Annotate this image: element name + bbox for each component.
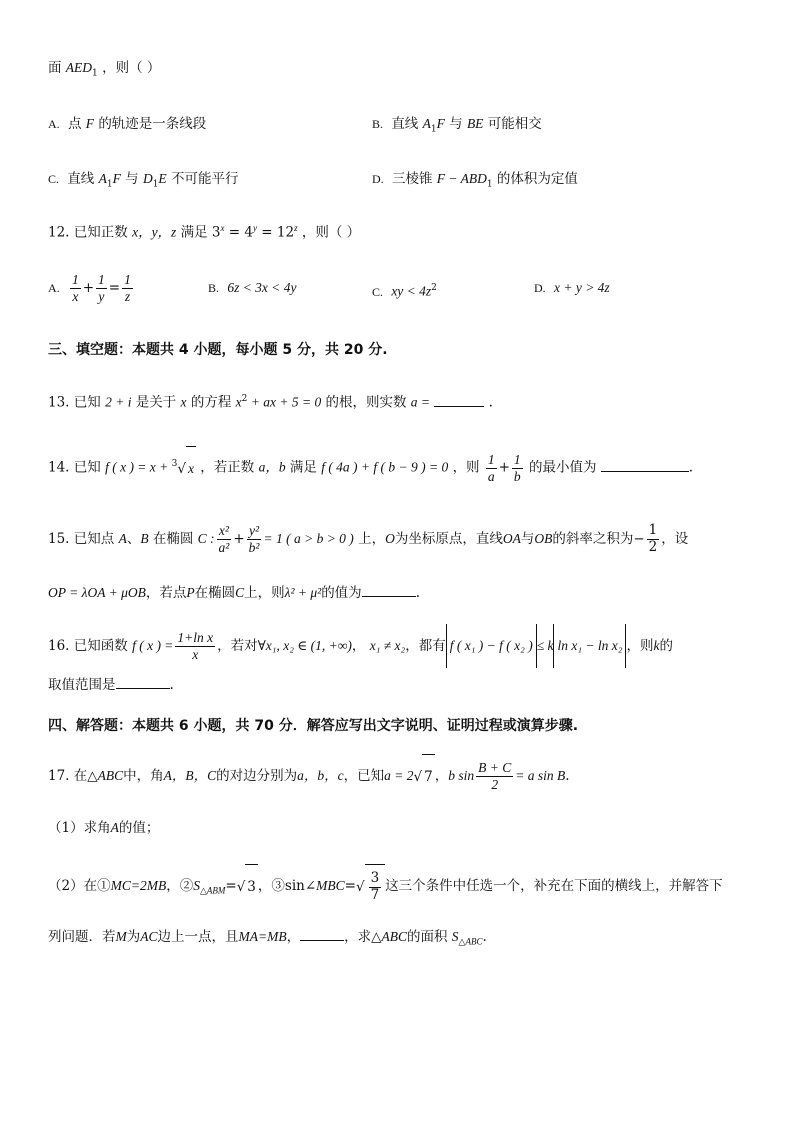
question-text: ，	[434, 768, 449, 784]
question-text: 在椭圆	[152, 531, 194, 547]
question-math: O	[385, 531, 395, 546]
option-math: A	[98, 171, 107, 186]
question-math: +	[498, 459, 510, 476]
question-math-sup: 2	[241, 394, 248, 404]
option-text: 与	[125, 171, 139, 187]
question-math: f ( 4a ) + f ( b − 9 ) = 0	[321, 459, 449, 475]
option-letter: A.	[48, 117, 60, 131]
question-text: （2）在①	[48, 878, 111, 894]
option-letter: D.	[372, 172, 384, 186]
question-text: .	[169, 677, 174, 693]
question-text: ，若点	[145, 585, 187, 601]
option-letter: B.	[372, 117, 384, 131]
fraction-den: a	[487, 468, 495, 484]
question-text: 为坐标原点，直线	[394, 531, 503, 547]
fraction-den: 7	[370, 887, 380, 903]
option-math: A	[422, 116, 431, 131]
question-text: 这三个条件中任选一个，补充在下面的横线上，并解答下	[385, 878, 723, 894]
section-heading-solutions: 四、解答题：本题共 6 小题，共 70 分．解答应写出文字说明、证明过程或演算步骤.	[48, 718, 579, 734]
question-math: S	[193, 878, 200, 893]
question-math: f ( x ) = x +	[105, 459, 172, 475]
fraction-den: b²	[248, 540, 260, 555]
q11-plane-sub: 1	[92, 68, 98, 79]
question-math: λ² + μ²	[284, 585, 322, 600]
fraction-num: B + C	[478, 760, 512, 776]
fraction-den: y	[98, 289, 105, 304]
q12-option-b	[208, 278, 297, 298]
question-math: OP = λOA + μOB	[48, 585, 146, 600]
option-math: 6z < 3x < 4y	[227, 280, 297, 295]
question-text: ，若对	[217, 638, 258, 654]
q12-option-a	[48, 266, 135, 312]
fraction	[247, 523, 262, 555]
question-text: （1）求角	[48, 820, 111, 836]
option-text: 可能相交	[487, 116, 542, 132]
question-text: 满足	[289, 459, 317, 476]
fraction	[217, 523, 232, 555]
question-math: 2 + i	[105, 394, 132, 410]
question-text: 的面积	[407, 929, 448, 945]
question-math: +	[233, 531, 245, 547]
fraction-num: 1	[124, 272, 131, 288]
question-number: 16.	[48, 638, 70, 654]
question-math: M	[115, 929, 127, 944]
question-text: 上，则	[244, 585, 285, 601]
question-text: 的斜率之积为	[552, 531, 634, 547]
q17-stem	[48, 754, 570, 800]
fraction	[175, 630, 215, 662]
question-text: ，	[351, 638, 366, 654]
question-math: ABC	[97, 768, 124, 783]
option-math: xy < 4z	[391, 283, 432, 299]
option-text: 的体积为定值	[496, 171, 578, 187]
option-text: 的轨迹是一条线段	[98, 116, 207, 132]
fraction-num: 1	[648, 522, 658, 539]
question-text: ，则	[626, 638, 654, 654]
absolute-value: ln x₁ − ln x₂	[553, 624, 626, 668]
radicand: 3	[245, 864, 258, 909]
question-math: a = 2	[384, 768, 414, 783]
option-math-sub: 1	[106, 179, 113, 190]
question-text: ，	[286, 929, 301, 945]
question-math: a =	[410, 394, 431, 410]
question-text: 满足	[180, 224, 208, 241]
question-text: 边上一点，且	[157, 929, 239, 945]
question-math: C :	[197, 531, 215, 546]
question-text: 中，角	[123, 768, 164, 784]
question-text: 列问题．若	[48, 929, 116, 945]
option-text: 直线	[391, 116, 419, 132]
q17-part2-line1	[48, 864, 723, 910]
q12-option-d	[534, 278, 610, 298]
radicand: x	[186, 446, 196, 491]
option-letter: D.	[534, 281, 546, 295]
question-number: 14.	[48, 459, 70, 476]
question-text: ，求△	[344, 929, 382, 945]
option-math-sub: 1	[486, 179, 493, 190]
q11-option-a	[48, 114, 206, 134]
answer-blank[interactable]	[300, 926, 344, 941]
fraction-num: 1	[71, 272, 79, 288]
question-text: .	[482, 929, 487, 945]
option-letter: A.	[48, 281, 60, 295]
option-math: F	[112, 171, 121, 186]
question-math: x₁ ≠ x₂	[369, 638, 406, 653]
question-text: 的值；	[118, 820, 160, 836]
q16-stem-line1	[48, 624, 673, 670]
question-text: 取值范围是	[48, 677, 116, 693]
q12-stem	[48, 218, 360, 243]
question-number: 17.	[48, 768, 70, 784]
question-math: 3	[211, 224, 221, 241]
fraction-den: z	[124, 289, 131, 304]
question-math: A	[110, 820, 119, 835]
question-number: 12.	[48, 224, 70, 241]
question-text: 、	[126, 531, 141, 547]
fraction-num: 1+ln x	[177, 630, 214, 646]
option-letter: C.	[48, 172, 60, 186]
question-number: 13.	[48, 394, 70, 411]
question-math: OA	[502, 531, 521, 546]
q11-then: ，则（ ）	[102, 60, 161, 76]
q11-option-c	[48, 169, 238, 195]
option-letter: C.	[372, 284, 384, 299]
option-text: 点	[67, 116, 82, 132]
question-text: 在椭圆	[194, 585, 236, 601]
section-heading-fill-in: 三、填空题：本题共 4 小题，每小题 5 分，共 20 分.	[48, 342, 388, 358]
question-math: = 4	[224, 224, 253, 241]
question-text: 与	[520, 531, 535, 547]
question-math: ABC	[381, 929, 407, 944]
question-text: 为	[126, 929, 141, 945]
option-math: =	[108, 280, 121, 296]
root-index: 3	[171, 459, 178, 469]
question-math: −	[633, 531, 645, 547]
question-math-sub: △ABC	[458, 936, 483, 947]
question-text: 已知	[73, 459, 101, 476]
fraction-den: 2	[491, 777, 499, 792]
radicand: 7	[422, 754, 435, 799]
question-text: ，③sin∠	[257, 878, 317, 894]
fraction-den: 2	[648, 539, 658, 555]
question-math: = 1 ( a > b > 0 )	[263, 531, 354, 546]
q12-option-c	[372, 278, 437, 302]
fraction-den: x	[192, 647, 199, 662]
q15-stem-line2	[48, 582, 420, 603]
fraction	[369, 871, 382, 903]
question-math: =	[344, 878, 356, 894]
fraction-num: y²	[249, 523, 260, 539]
fraction	[476, 760, 513, 792]
q11-stem-tail	[48, 58, 160, 84]
square-root: √ $\frac{3}{7}$	[356, 864, 385, 909]
q11-plane: AED	[65, 60, 93, 75]
option-math-sub: 1	[152, 179, 159, 190]
question-math: ≤ k	[536, 638, 554, 653]
option-math: F	[436, 116, 445, 131]
option-math: F	[85, 116, 95, 131]
question-math: k	[653, 638, 660, 653]
question-math: a，b	[258, 459, 286, 475]
option-text: 不可能平行	[170, 171, 239, 187]
cube-root: √ x	[177, 446, 196, 491]
question-math-sup: y	[253, 223, 257, 233]
question-number: 15.	[48, 531, 70, 547]
question-text: .	[565, 768, 570, 784]
question-text: 上，	[358, 531, 386, 547]
q15-stem-line1	[48, 517, 688, 563]
q16-stem-line2	[48, 674, 174, 695]
question-text: ，若正数	[200, 459, 255, 476]
option-math: x + y > 4z	[553, 280, 610, 295]
question-text: ，都有	[405, 638, 446, 654]
fraction	[512, 452, 523, 484]
answer-blank[interactable]	[434, 392, 484, 407]
fraction-num: x²	[218, 523, 229, 539]
question-math: MC=2MB	[110, 878, 167, 893]
question-math: =	[225, 878, 237, 894]
question-math: x，y，z	[132, 224, 177, 240]
option-math: +	[82, 280, 95, 296]
option-text: 与	[449, 116, 463, 132]
absolute-value: f ( x₁ ) − f ( x₂ )	[446, 624, 537, 668]
answer-blank[interactable]	[362, 582, 416, 597]
fraction-den: x	[72, 289, 79, 304]
option-math-sub: 1	[430, 124, 437, 135]
question-math: b sin	[448, 768, 475, 783]
fraction-den: b	[513, 468, 521, 484]
question-math: A	[118, 531, 127, 546]
square-root: √ 7	[414, 754, 435, 799]
question-math: OB	[534, 531, 553, 546]
question-math: f ( x ) =	[132, 638, 174, 653]
question-text: 的根，则实数	[325, 394, 407, 411]
answer-blank[interactable]	[116, 674, 170, 689]
question-math: S	[451, 929, 459, 944]
question-text: ，则	[452, 459, 480, 476]
fraction-num: 1	[513, 451, 521, 467]
option-math: F − ABD	[436, 171, 487, 186]
option-math: E	[158, 171, 167, 186]
q17-part1	[48, 818, 159, 838]
fraction-num: 1	[487, 451, 495, 467]
question-text: ，设	[661, 531, 689, 547]
fraction-den: a²	[218, 540, 230, 555]
option-text: 直线	[67, 171, 95, 187]
fraction	[122, 272, 133, 304]
question-math: MA=MB	[238, 929, 287, 944]
question-math: ∀x₁, x₂ ∈ (1, +∞)	[257, 638, 352, 653]
fraction	[70, 272, 81, 304]
question-math: x	[235, 394, 242, 410]
question-text: 是关于	[135, 394, 177, 411]
question-math: + ax + 5 = 0	[247, 394, 322, 410]
question-math: B	[140, 531, 149, 546]
question-text: 的最小值为	[528, 459, 597, 476]
question-math: A，B，C	[163, 768, 217, 783]
question-text: ，已知	[343, 768, 385, 784]
question-math: = 12	[257, 224, 295, 241]
option-math: BE	[466, 116, 484, 131]
question-text: ，则（ ）	[301, 224, 361, 241]
question-math: = a sin B	[515, 768, 566, 783]
fraction-num: 1	[98, 272, 105, 288]
option-math: D	[142, 171, 153, 186]
question-text: 的值为	[321, 585, 362, 601]
question-math: MBC	[316, 878, 345, 893]
question-math: P	[186, 585, 195, 600]
question-math-sub: △ABM	[199, 885, 226, 896]
fraction	[96, 272, 107, 304]
question-text: 已知点	[73, 531, 115, 547]
question-text: 已知	[73, 394, 101, 411]
q14-stem	[48, 442, 693, 488]
question-math-sup: z	[294, 223, 298, 233]
q13-stem	[48, 389, 493, 413]
q11-text: 面	[48, 60, 62, 76]
option-math-sup: 2	[431, 283, 437, 293]
q11-option-d	[372, 169, 578, 195]
question-text: 在△	[73, 768, 98, 784]
question-text: .	[488, 394, 493, 411]
question-text: 已知函数	[73, 638, 128, 654]
question-text: 的方程	[190, 394, 232, 411]
fraction-num: 3	[370, 870, 380, 887]
square-root: √ 3	[237, 864, 258, 909]
question-math: AC	[140, 929, 158, 944]
answer-blank[interactable]	[601, 457, 689, 472]
question-math: x	[180, 394, 187, 410]
fraction	[486, 452, 497, 484]
question-math: a，b，c	[297, 768, 344, 783]
question-math-sup: x	[220, 223, 225, 233]
option-letter: B.	[208, 281, 220, 295]
question-math: C	[235, 585, 245, 600]
fraction	[647, 523, 660, 555]
question-text: ，②	[166, 878, 194, 894]
question-text: 的对边分别为	[216, 768, 298, 784]
q11-option-b	[372, 114, 542, 140]
question-text: 已知正数	[73, 224, 128, 241]
question-text: .	[688, 459, 694, 476]
option-text: 三棱锥	[391, 171, 433, 187]
question-text: 的	[659, 638, 673, 654]
q17-part2-line2	[48, 926, 487, 952]
question-text: .	[415, 585, 420, 601]
